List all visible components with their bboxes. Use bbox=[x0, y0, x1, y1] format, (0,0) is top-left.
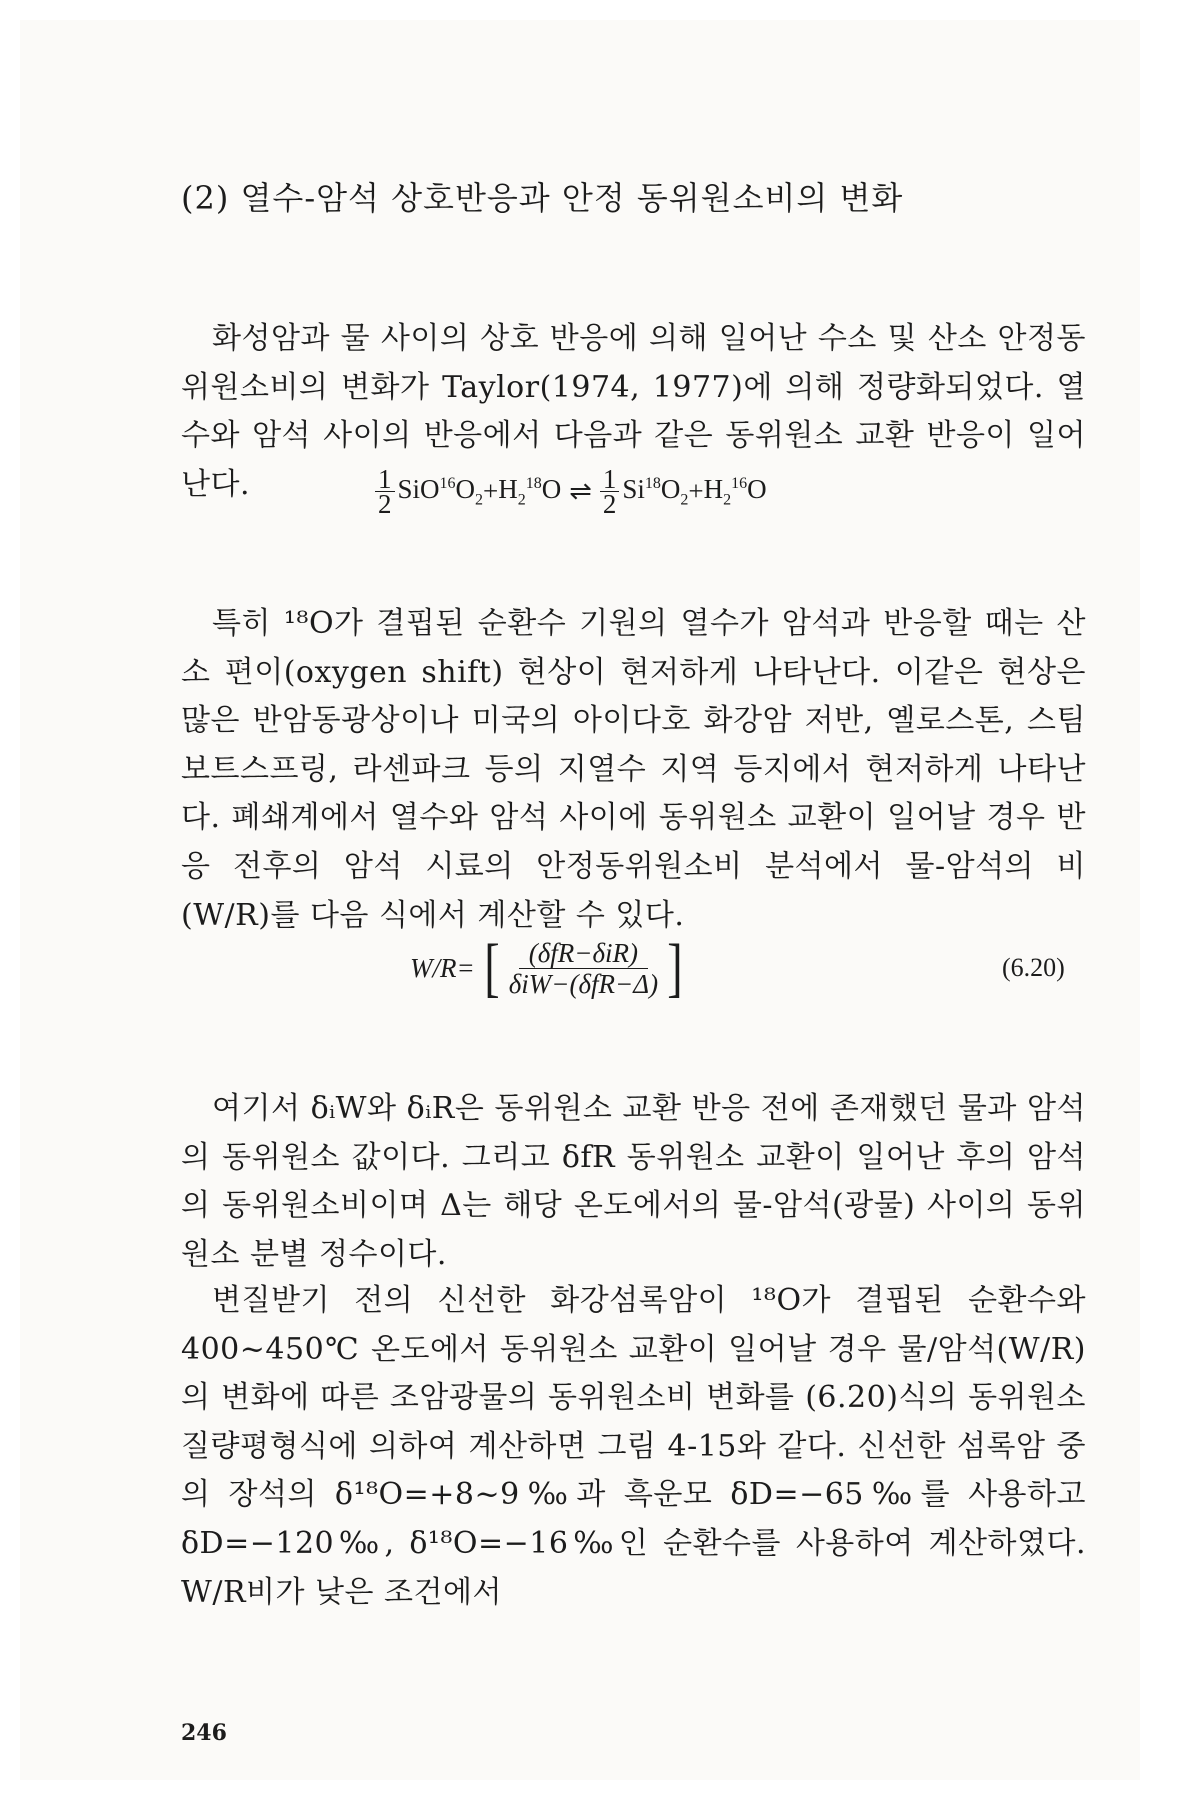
paragraph-granodiorite: 변질받기 전의 신선한 화강섬록암이 ¹⁸O가 결핍된 순환수와 400~450℃ 온도에서 동위원소 교환이 일어날 경우 물/암석(W/R)의 변화에 따른 조암광물의 동위원소비 변화를 (6.20)식의 동위원소 질량평형식에 의하여 계산하면 그림 4-15와 같다. 신선한 섬록암 중의 장석의 δ¹⁸O=+8~9‰과 흑운모 δD=−65‰를 사용하고 δD=−120‰, δ¹⁸O=−16‰인 순환수를 사용하여 계산하였다. W/R비가 낮은 조건에서 bbox=[181, 1283, 1086, 1610]
page-number: 246 bbox=[181, 1720, 227, 1746]
paragraph-oxygen-shift: 특히 ¹⁸O가 결핍된 순환수 기원의 열수가 암석과 반응할 때는 산소 편이(oxygen shift) 현상이 현저하게 나타난다. 이같은 현상은 많은 반암동광상이나 미국의 아이다호 화강암 저반, 옐로스톤, 스팀보트스프링, 라센파크 등의 지열수 지역 등지에서 현저하게 나타난다. 폐쇄계에서 열수와 암석 사이에 동위원소 교환이 일어날 경우 반응 전후의 암석 시료의 안정동위원소비 분석에서 물-암석의 비(W/R)를 다음 식에서 계산할 수 있다. bbox=[181, 606, 1086, 933]
fraction-denominator: 2 bbox=[378, 489, 392, 519]
section-heading: (2) 열수-암석 상호반응과 안정 동위원소비의 변화 bbox=[181, 179, 904, 217]
equation-fraction bbox=[503, 938, 664, 999]
fraction-numerator: 1 bbox=[375, 467, 395, 492]
plus-sign: + bbox=[688, 476, 704, 506]
fraction-denominator: 2 bbox=[602, 489, 617, 519]
water-rock-ratio-equation bbox=[410, 931, 686, 1004]
equation-lhs: W/R= bbox=[410, 952, 475, 983]
exchange-reaction-equation bbox=[375, 464, 767, 519]
right-bracket: ] bbox=[667, 931, 683, 1004]
equation-number: (6.20) bbox=[1002, 953, 1065, 982]
equilibrium-arrow-icon: ⇌ bbox=[569, 476, 592, 506]
page bbox=[20, 20, 1140, 1780]
product-water: $H_2^{16}O$ bbox=[703, 473, 767, 509]
half-fraction-left bbox=[375, 464, 395, 519]
fraction-numerator: 1 bbox=[600, 467, 620, 492]
product-silica: $Si^{18}O_2$ bbox=[622, 473, 689, 509]
paragraph-intro: 화성암과 물 사이의 상호 반응에 의해 일어난 수소 및 산소 안정동위원소비의 변화가 Taylor(1974, 1977)에 의해 정량화되었다. 열수와 암석 사이의 반응에서 다음과 같은 동위원소 교환 반응이 일어난다. bbox=[181, 321, 1086, 502]
equation-numerator: (δfR−δiR) bbox=[519, 938, 648, 969]
reactant-silica: $SiO^{16}O_2$ bbox=[397, 473, 484, 509]
plus-sign: + bbox=[483, 476, 499, 506]
half-fraction-right bbox=[600, 464, 620, 519]
reactant-water: $H_2^{18}O$ bbox=[498, 473, 562, 509]
left-bracket: [ bbox=[484, 931, 500, 1004]
equation-denominator: δiW−(δfR−Δ) bbox=[508, 968, 659, 999]
paragraph-definitions: 여기서 δᵢW와 δᵢR은 동위원소 교환 반응 전에 존재했던 물과 암석의 동위원소 값이다. 그리고 δfR 동위원소 교환이 일어난 후의 암석의 동위원소비이며 Δ는 해당 온도에서의 물-암석(광물) 사이의 동위원소 분별 정수이다. bbox=[181, 1091, 1086, 1272]
